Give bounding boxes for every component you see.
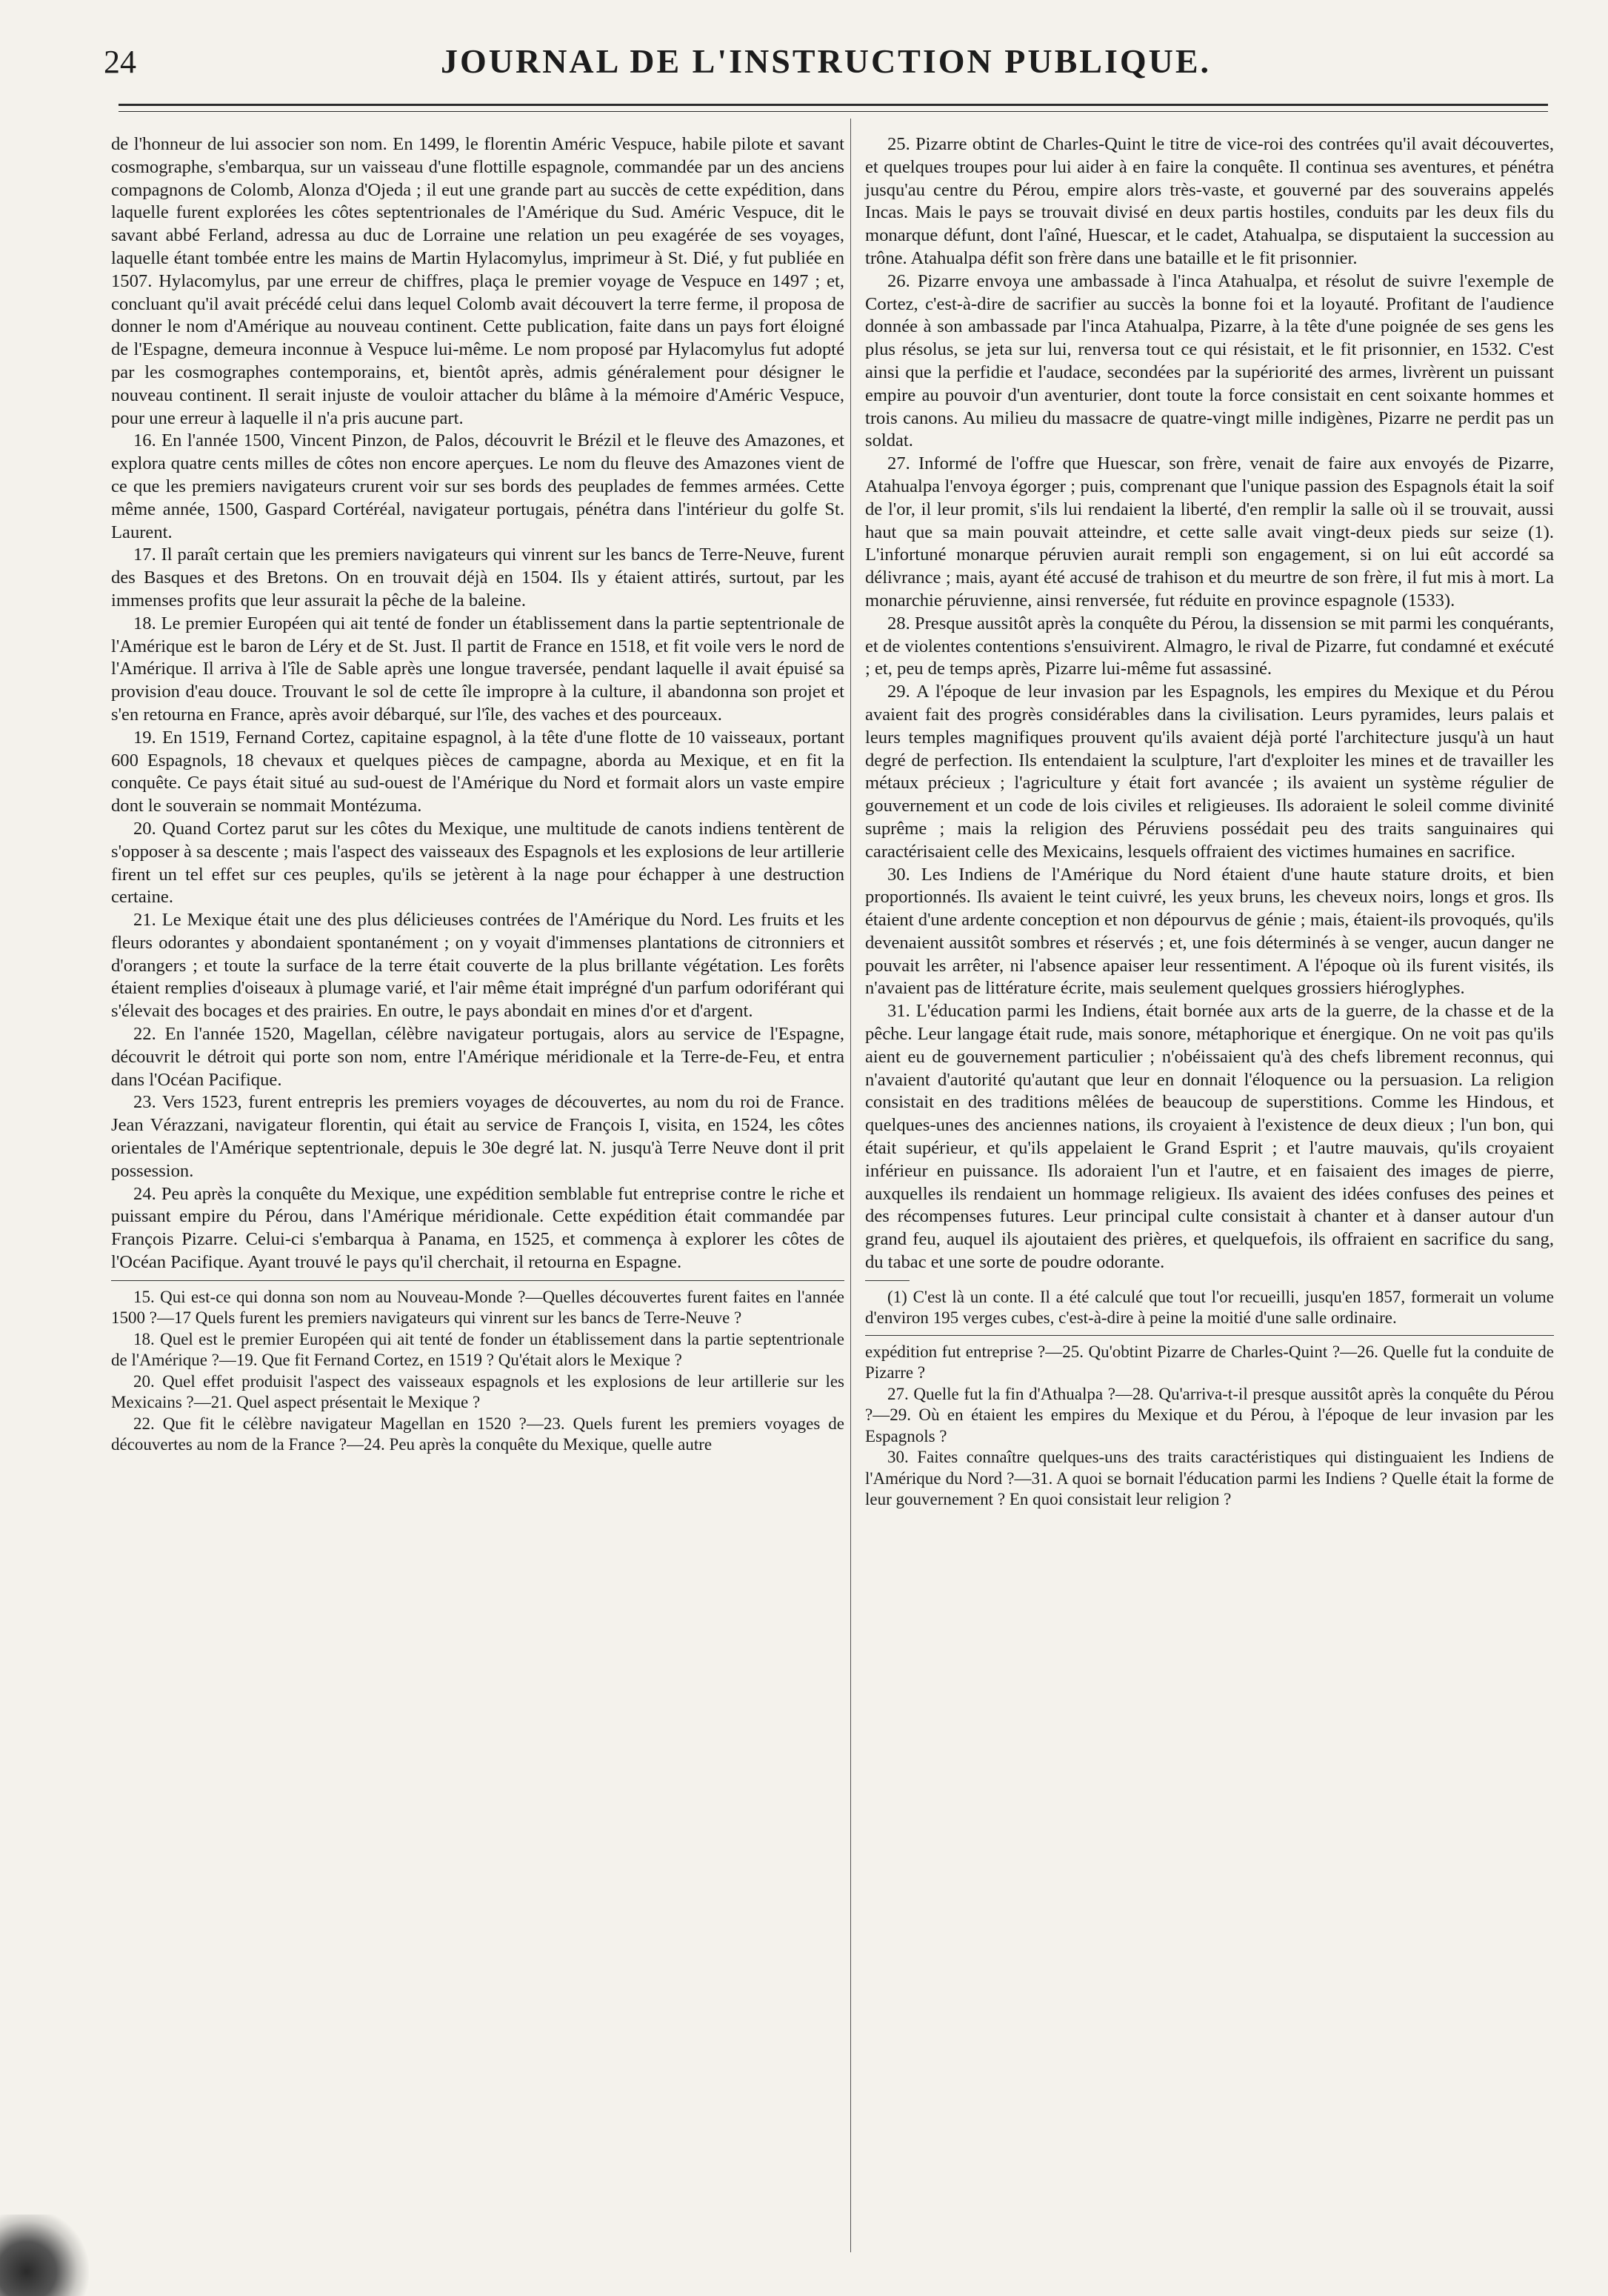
footnote-text: (1) C'est là un conte. Il a été calculé que tout l'or recueilli, jusqu'en 1857, formerait un volume d'environ 195 verges cubes, c'est-à-dire à peine la moitié d'une salle ordinaire. [865, 1287, 1554, 1328]
paragraph: 19. En 1519, Fernand Cortez, capitaine espagnol, à la tête d'une flotte de 10 vaisseaux, portant 600 Espagnols, 18 chevaux et quelques pièces de campagne, aborda au Mexique, et en fit la conquête. Ce pays était situé au sud-ouest de l'Amérique du Nord et formait alors un vaste empire dont le souverain se nommait Montézuma. [111, 727, 844, 816]
question: expédition fut entreprise ?—25. Qu'obtint Pizarre de Charles-Quint ?—26. Quelle fut la conduite de Pizarre ? [865, 1342, 1554, 1382]
review-questions-right [865, 1342, 1554, 1511]
right-column [865, 133, 1554, 1511]
paragraph: 16. En l'année 1500, Vincent Pinzon, de Palos, découvrit le Brézil et le fleuve des Amazones, et explora quatre cents milles de côtes non encore aperçues. Le nom du fleuve des Amazones vient de ce que les premiers navigateurs crurent voir sur ses bords des peuplades de femmes armées. Cette même année, 1500, Gaspard Cortéréal, navigateur portugais, pénétra dans l'intérieur du golfe St. Laurent. [111, 430, 844, 542]
question: 18. Quel est le premier Européen qui ait tenté de fonder un établissement dans la partie septentrionale de l'Amérique ?—19. Que fit Fernand Cortez, en 1519 ? Qu'était alors le Mexique ? [111, 1329, 844, 1370]
paragraph: 28. Presque aussitôt après la conquête du Pérou, la dissension se mit parmi les conquérants, et de violentes contentions s'ensuivirent. Almagro, le rival de Pizarre, fut condamné et exécuté ; et, peu de temps après, Pizarre lui-même fut assassiné. [865, 613, 1554, 679]
header-rule-thin [119, 111, 1548, 112]
page-header [104, 37, 1548, 89]
footnote [865, 1287, 1554, 1329]
paragraph: 29. A l'époque de leur invasion par les Espagnols, les empires du Mexique et du Pérou avaient fait des progrès considérables dans la civilisation. Leurs pyramides, leurs palais et leurs temples magnifiques prouvent qu'ils avaient déjà porté l'architecture jusqu'à un haut degré de perfection. Ils entendaient la sculpture, l'art d'exploiter les mines et de travailler les métaux précieux ; l'agriculture y était fort avancée ; ils avaient un système régulier de gouvernement et un code de lois civiles et religieuses. Ils adoraient le soleil comme divinité suprême ; mais la religion des Péruviens possédait peu des traits sanguinaires qui caractérisaient celle des Mexicains, lesquels offraient des victimes humaines en sacrifice. [865, 682, 1554, 862]
column-divider [850, 119, 851, 2252]
paragraph: 21. Le Mexique était une des plus délicieuses contrées de l'Amérique du Nord. Les fruits et les fleurs odorantes y abondaient spontanément ; on y voyait d'immenses plantations de citronniers et d'orangers ; et toute la surface de la terre était couverte de la plus brillante végétation. Les forêts étaient remplies d'oiseaux à plumage varié, et l'air même était imprégné d'un parfum odoriférant qui s'élevait des bocages et des prairies. En outre, le pays abondait en mines d'or et d'argent. [111, 910, 844, 1022]
paragraph: 25. Pizarre obtint de Charles-Quint le titre de vice-roi des contrées qu'il avait découvertes, et quelques troupes pour lui aider à en faire la conquête. Il continua ses aventures, et pénétra jusqu'au centre du Pérou, empire alors très-vaste, et gouverné par des souverains appelés Incas. Mais le pays se trouvait divisé en deux partis hostiles, conduits par les deux fils du monarque défunt, dont l'aîné, Huescar, et le cadet, Atahualpa, se disputaient la succession au trône. Atahualpa défit son frère dans une bataille et le fit prisonnier. [865, 134, 1554, 268]
question: 15. Qui est-ce qui donna son nom au Nouveau-Monde ?—Quelles découvertes furent faites en l'année 1500 ?—17 Quels furent les premiers navigateurs qui vinrent sur les bancs de Terre-Neuve ? [111, 1287, 844, 1328]
questions-separator [865, 1335, 1554, 1336]
question: 30. Faites connaître quelques-uns des traits caractéristiques qui distinguaient les Indiens de l'Amérique du Nord ?—31. A quoi se bornait l'éducation parmi les Indiens ? Quelle était la forme de leur gouvernement ? En quoi consistait leur religion ? [865, 1448, 1554, 1509]
paragraph: 24. Peu après la conquête du Mexique, une expédition semblable fut entreprise contre le riche et puissant empire du Pérou, dans l'Amérique méridionale. Cette expédition était commandée par François Pizarre. Celui-ci s'embarqua à Panama, en 1525, et commença à explorer les côtes de l'Océan Pacifique. Ayant trouvé le pays qu'il cherchait, il retourna en Espagne. [111, 1183, 844, 1273]
review-questions-left [111, 1287, 844, 1456]
paragraph: 26. Pizarre envoya une ambassade à l'inca Atahualpa, et résolut de suivre l'exemple de Cortez, c'est-à-dire de sacrifier au succès la bonne foi et la loyauté. Profitant de l'audience donnée à son ambassade par l'inca Atahualpa, Pizarre, à la tête d'une poignée de ses gens les plus résolus, se jeta sur lui, renversa tout ce qui résistait, et le fit prisonnier, en 1532. C'est ainsi que la perfidie et l'audace, secondées par la supériorité des armes, livrèrent un puissant empire au pouvoir d'un aventurier, dont toute la force consistait en cent soixante hommes et trois canons. Au milieu du massacre de quatre-vingt mille indigènes, Pizarre ne perdit pas un soldat. [865, 270, 1554, 451]
journal-title: JOURNAL DE L'INSTRUCTION PUBLIQUE. [440, 42, 1212, 80]
paragraph: 30. Les Indiens de l'Amérique du Nord étaient d'une haute stature droits, et bien proportionnés. Ils avaient le teint cuivré, les yeux bruns, les cheveux noirs, longs et gros. Ils étaient d'une ardente conception et non dépourvus de génie ; mais, étaient-ils provoqués, qu'ils devenaient aussitôt sombres et réservés ; et, une fois déterminés à se venger, aucun danger ne pouvait les arrêter, ni l'absence apaiser leur ressentiment. A l'époque où ils furent visités, ils n'avaient pas de littérature écrite, mais seulement quelques grossiers hiéroglyphes. [865, 864, 1554, 999]
ink-smudge [0, 2215, 89, 2296]
paragraph: 18. Le premier Européen qui ait tenté de fonder un établissement dans la partie septentrionale de l'Amérique est le baron de Léry et de St. Just. Il partit de France en 1518, et fit voile vers le nord de l'Amérique. Il arriva à l'île de Sable après une longue traversée, pendant laquelle il avait épuisé sa provision d'eau douce. Trouvant le sol de cette île impropre à la culture, il abandonna son projet et s'en retourna en France, après avoir débarqué, sur l'île, des vaches et des pourceaux. [111, 613, 844, 725]
question: 22. Que fit le célèbre navigateur Magellan en 1520 ?—23. Quels furent les premiers voyages de découvertes au nom de la France ?—24. Peu après la conquête du Mexique, quelle autre [111, 1414, 844, 1454]
questions-separator [111, 1280, 844, 1281]
paragraph: 31. L'éducation parmi les Indiens, était bornée aux arts de la guerre, de la chasse et de la pêche. Leur langage était rude, mais sonore, métaphorique et énergique. On ne voit pas qu'ils aient eu de gouvernement particulier ; n'obéissaient qu'à des chefs librement reconnus, qui n'avaient d'autorité qu'autant que leur en donnait l'éloquence ou la persuasion. La religion consistait en des traditions mêlées de beaucoup de superstitions. Comme les Hindous, et quelques-unes des anciennes nations, ils croyaient à l'existence de deux dieux ; l'un bon, qui était supérieur, et qu'ils appelaient le Grand Esprit ; et l'autre mauvais, qu'ils croyaient inférieur en puissance. Ils adoraient l'un et l'autre, et en faisaient des images de pierre, auxquelles ils rendaient un hommage religieux. Ils avaient des idées confuses des peines et des récompenses futures. Leur principal culte consistait à chanter et à danser autour d'un grand feu, auquel ils ajoutaient des prières, et quelquefois, ils offraient en sacrifice du sang, du tabac et une sorte de poudre odorante. [865, 1001, 1554, 1273]
paragraph: 17. Il paraît certain que les premiers navigateurs qui vinrent sur les bancs de Terre-Neuve, furent des Basques et des Bretons. On en trouvait déjà en 1504. Ils y étaient attirés, surtout, par les immenses profits que leur assurait la pêche de la baleine. [111, 545, 844, 610]
paragraph: 27. Informé de l'offre que Huescar, son frère, venait de faire aux envoyés de Pizarre, Atahualpa l'envoya égorger ; puis, comprenant que l'unique passion des Espagnols était la soif de l'or, il leur promit, s'ils lui rendaient la liberté, d'en remplir la salle où il se trouvait, aussi haut que sa main pouvait atteindre, et cette salle avait vingt-deux pieds sur seize (1). L'infortuné monarque péruvien aurait rempli son engagement, si on lui eût accordé sa délivrance ; mais, ayant été accusé de trahison et du meurtre de son frère, il fut mis à mort. La monarchie péruvienne, ainsi renversée, fut réduite en province espagnole (1533). [865, 453, 1554, 610]
left-column [111, 133, 844, 1456]
paragraph: 22. En l'année 1520, Magellan, célèbre navigateur portugais, alors au service de l'Espagne, découvrit le détroit qui porte son nom, entre l'Amérique méridionale et la Terre-de-Feu, et entra dans l'Océan Pacifique. [111, 1024, 844, 1090]
paragraph: 23. Vers 1523, furent entrepris les premiers voyages de découvertes, au nom du roi de France. Jean Vérazzani, navigateur florentin, qui était au service de François I, visita, en 1524, les côtes orientales de l'Amérique septentrionale, depuis le 30e degré lat. N. jusqu'à Terre Neuve dont il prit possession. [111, 1092, 844, 1181]
header-rule [119, 104, 1548, 106]
paragraph: 20. Quand Cortez parut sur les côtes du Mexique, une multitude de canots indiens tentèrent de s'opposer à sa descente ; mais l'aspect des vaisseaux des Espagnols et les explosions de leur artillerie firent un tel effet sur ces peuples, qu'ils se jetèrent à la nage pour échapper à une destruction certaine. [111, 818, 844, 908]
page-number: 24 [104, 44, 136, 80]
question: 20. Quel effet produisit l'aspect des vaisseaux espagnols et les explosions de leur artillerie sur les Mexicains ?—21. Quel aspect présentait le Mexique ? [111, 1371, 844, 1412]
footnote-separator [865, 1280, 910, 1281]
paragraph: de l'honneur de lui associer son nom. En 1499, le florentin Améric Vespuce, habile pilote et savant cosmographe, s'embarqua, sur un vaisseau d'une flottille espagnole, commandée par un des anciens compagnons de Colomb, Alonza d'Ojeda ; il eut une grande part au succès de cette expédition, dans laquelle furent explorées les côtes septentrionales de l'Amérique du Sud. Améric Vespuce, dit le savant abbé Ferland, adressa au duc de Lorraine une relation un peu exagérée de ses voyages, laquelle étant tombée entre les mains de Martin Hylacomylus, imprimeur à St. Dié, y fut publiée en 1507. Hylacomylus, par une erreur de chiffres, plaça le premier voyage de Vespuce en 1497 ; et, concluant qu'il avait précédé celui dans lequel Colomb avait découvert la terre ferme, il proposa de donner le nom d'Amérique au nouveau continent. Cette publication, faite dans un pays fort éloigné de l'Espagne, demeura inconnue à Vespuce lui-même. Le nom proposé par Hylacomylus fut adopté par les cosmographes contemporains, et, bientôt après, admis généralement pour désigner le nouveau continent. Il serait injuste de vouloir attacher du blâme à la mémoire d'Améric Vespuce, pour une erreur à laquelle il n'a pris aucune part. [111, 134, 844, 428]
question: 27. Quelle fut la fin d'Athualpa ?—28. Qu'arriva-t-il presque aussitôt après la conquête du Pérou ?—29. Où en étaient les empires du Mexique et du Pérou, à l'époque de leur invasion par les Espagnols ? [865, 1384, 1554, 1445]
